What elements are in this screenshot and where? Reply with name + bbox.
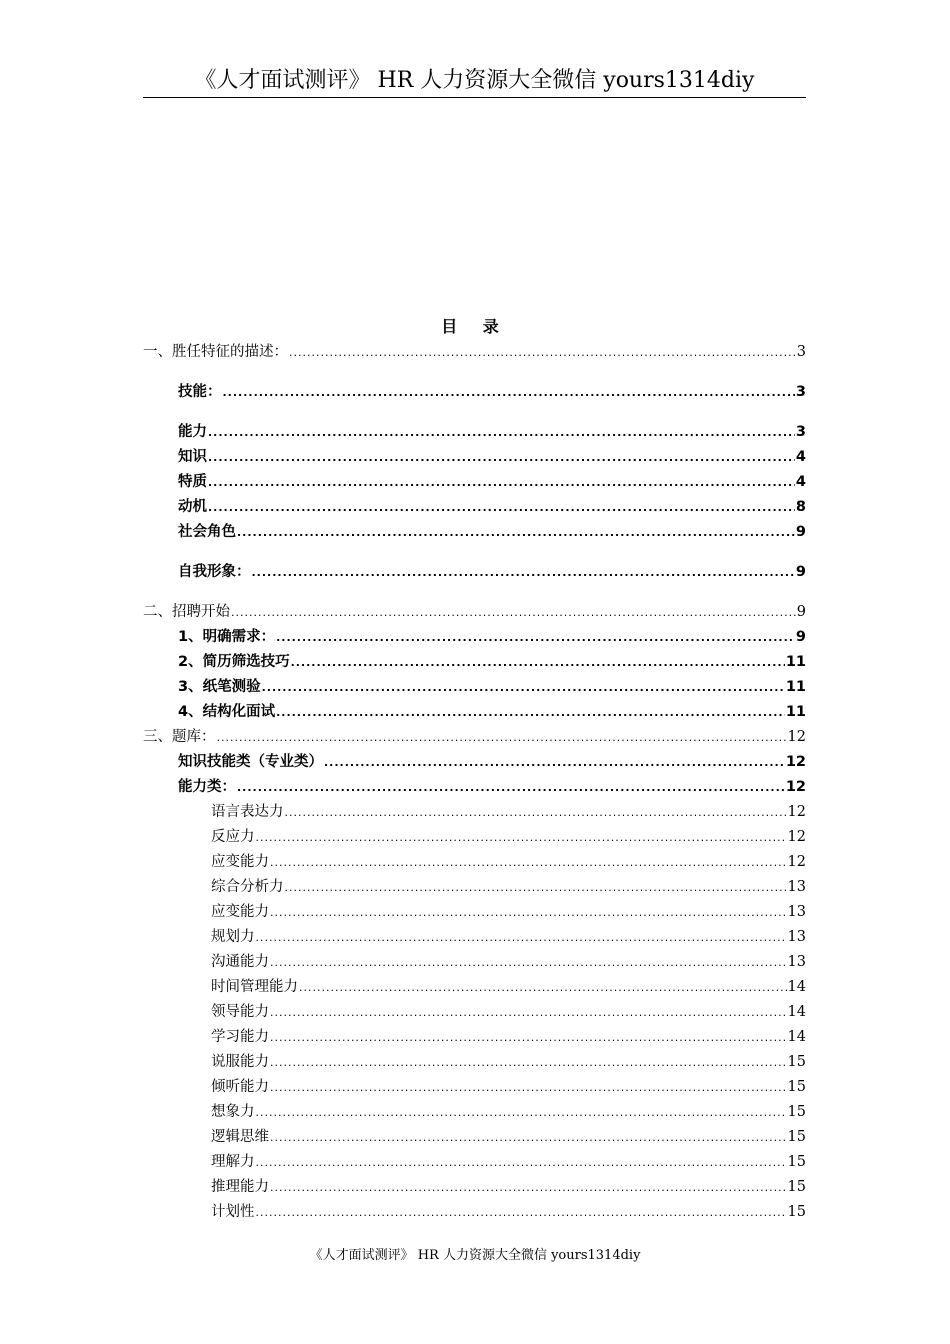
toc-entry[interactable] bbox=[143, 875, 806, 900]
toc-entry[interactable] bbox=[143, 495, 806, 520]
toc-entry-label: 说服能力 bbox=[211, 1054, 269, 1070]
toc-leader-dots bbox=[270, 900, 787, 925]
toc-entry-page: 14 bbox=[787, 1004, 806, 1020]
toc-entry-label: 1、明确需求： bbox=[178, 629, 276, 645]
toc-entry-page: 15 bbox=[787, 1079, 806, 1095]
toc-entry-page: 13 bbox=[787, 929, 806, 945]
toc-entry[interactable] bbox=[143, 600, 806, 625]
toc-leader-dots bbox=[270, 850, 787, 875]
toc-leader-dots bbox=[252, 560, 795, 585]
toc-leader-dots bbox=[262, 675, 785, 700]
toc-leader-dots bbox=[285, 875, 787, 900]
toc-entry-label: 能力类： bbox=[178, 779, 236, 795]
toc-entry-label: 领导能力 bbox=[211, 1004, 269, 1020]
toc-entry-label: 时间管理能力 bbox=[211, 979, 298, 995]
toc-entry-label: 社会角色 bbox=[178, 524, 236, 540]
toc-entry[interactable] bbox=[143, 750, 806, 775]
toc-entry[interactable] bbox=[143, 1200, 806, 1225]
toc-entry[interactable] bbox=[143, 1075, 806, 1100]
toc-leader-dots bbox=[208, 445, 795, 470]
toc-entry-page: 3 bbox=[796, 344, 806, 360]
toc-entry[interactable] bbox=[143, 340, 806, 365]
toc-entry[interactable] bbox=[143, 1100, 806, 1125]
toc-leader-dots bbox=[276, 700, 785, 725]
toc-entry-label: 想象力 bbox=[211, 1104, 255, 1120]
toc-leader-dots bbox=[237, 520, 795, 545]
toc-entry-label: 动机 bbox=[178, 499, 207, 515]
toc-entry-label: 综合分析力 bbox=[211, 879, 284, 895]
toc-entry-page: 15 bbox=[787, 1154, 806, 1170]
toc-entry-label: 计划性 bbox=[211, 1204, 255, 1220]
toc-entry-label: 二、招聘开始 bbox=[143, 604, 230, 620]
toc-entry[interactable] bbox=[143, 925, 806, 950]
toc-entry-page: 3 bbox=[795, 384, 806, 400]
toc-leader-dots bbox=[256, 1100, 787, 1125]
toc-entry-label: 倾听能力 bbox=[211, 1079, 269, 1095]
toc-entry-page: 15 bbox=[787, 1129, 806, 1145]
toc-leader-dots bbox=[208, 495, 795, 520]
toc-entry-label: 理解力 bbox=[211, 1154, 255, 1170]
toc-entry-label: 推理能力 bbox=[211, 1179, 269, 1195]
toc-entry[interactable] bbox=[143, 675, 806, 700]
toc-leader-dots bbox=[231, 600, 796, 625]
toc-entry-page: 12 bbox=[785, 779, 806, 795]
toc-leader-dots bbox=[285, 800, 787, 825]
toc-entry-label: 2、简历筛选技巧 bbox=[178, 654, 290, 670]
toc-entry-page: 13 bbox=[787, 954, 806, 970]
toc-entry-page: 15 bbox=[787, 1104, 806, 1120]
toc-entry-label: 反应力 bbox=[211, 829, 255, 845]
toc-entry[interactable] bbox=[143, 520, 806, 545]
toc-entry-page: 11 bbox=[785, 679, 806, 695]
toc-entry-label: 一、胜任特征的描述： bbox=[143, 344, 288, 360]
toc-entry[interactable] bbox=[143, 445, 806, 470]
toc-entry-page: 12 bbox=[787, 854, 806, 870]
toc-entry-page: 14 bbox=[787, 979, 806, 995]
toc-entry-label: 学习能力 bbox=[211, 1029, 269, 1045]
toc-entry[interactable] bbox=[143, 380, 806, 405]
toc-leader-dots bbox=[208, 420, 795, 445]
toc-entry[interactable] bbox=[143, 1150, 806, 1175]
toc-entry-page: 13 bbox=[787, 904, 806, 920]
toc-leader-dots bbox=[270, 950, 787, 975]
toc-leader-dots bbox=[324, 750, 785, 775]
toc-entry-page: 4 bbox=[795, 474, 806, 490]
toc-entry-label: 三、题库： bbox=[143, 729, 216, 745]
toc-leader-dots bbox=[276, 625, 795, 650]
toc-entry[interactable] bbox=[143, 560, 806, 585]
toc-leader-dots bbox=[217, 725, 787, 750]
toc-entry[interactable] bbox=[143, 825, 806, 850]
toc-entry[interactable] bbox=[143, 650, 806, 675]
toc-entry-label: 技能： bbox=[178, 384, 222, 400]
toc-entry-label: 语言表达力 bbox=[211, 804, 284, 820]
toc-entry-page: 15 bbox=[787, 1179, 806, 1195]
toc-leader-dots bbox=[256, 925, 787, 950]
toc-entry[interactable] bbox=[143, 900, 806, 925]
toc-entry-page: 4 bbox=[795, 449, 806, 465]
toc-entry-page: 11 bbox=[785, 704, 806, 720]
toc-entry[interactable] bbox=[143, 725, 806, 750]
toc-entry-label: 知识技能类（专业类） bbox=[178, 754, 323, 770]
toc-entry-label: 特质 bbox=[178, 474, 207, 490]
toc-entry-page: 11 bbox=[785, 654, 806, 670]
toc-leader-dots bbox=[256, 825, 787, 850]
toc-entry-page: 14 bbox=[787, 1029, 806, 1045]
toc-entry-label: 自我形象： bbox=[178, 564, 251, 580]
toc-entry-page: 12 bbox=[785, 754, 806, 770]
toc-leader-dots bbox=[270, 1025, 787, 1050]
toc-entry-label: 应变能力 bbox=[211, 854, 269, 870]
toc-entry-page: 3 bbox=[795, 424, 806, 440]
toc-leader-dots bbox=[270, 1075, 787, 1100]
toc-entry-label: 能力 bbox=[178, 424, 207, 440]
toc-entry-page: 9 bbox=[795, 524, 806, 540]
toc-entry[interactable] bbox=[143, 625, 806, 650]
toc-entry-label: 沟通能力 bbox=[211, 954, 269, 970]
toc-entry[interactable] bbox=[143, 975, 806, 1000]
toc-leader-dots bbox=[270, 1000, 787, 1025]
toc-leader-dots bbox=[270, 1125, 787, 1150]
toc-entry-label: 4、结构化面试 bbox=[178, 704, 276, 720]
toc-title: 目 录 bbox=[441, 317, 509, 336]
toc-entry-page: 9 bbox=[795, 564, 806, 580]
toc-leader-dots bbox=[223, 380, 795, 405]
toc-entry-page: 15 bbox=[787, 1054, 806, 1070]
toc-leader-dots bbox=[256, 1150, 787, 1175]
toc-entry-page: 8 bbox=[795, 499, 806, 515]
toc-entry-label: 3、纸笔测验 bbox=[178, 679, 261, 695]
toc-entry[interactable] bbox=[143, 775, 806, 800]
toc-leader-dots bbox=[237, 775, 785, 800]
toc-entry-page: 9 bbox=[796, 604, 806, 620]
page-footer: 《人才面试测评》 HR 人力资源大全微信 yours1314diy bbox=[309, 1248, 641, 1263]
toc-entry[interactable] bbox=[143, 1125, 806, 1150]
toc-entry[interactable] bbox=[143, 1025, 806, 1050]
toc-entry-page: 9 bbox=[795, 629, 806, 645]
toc-entry[interactable] bbox=[143, 1050, 806, 1075]
toc-entry[interactable] bbox=[143, 470, 806, 495]
toc-entry-page: 13 bbox=[787, 879, 806, 895]
toc-leader-dots bbox=[208, 470, 795, 495]
toc-entry[interactable] bbox=[143, 700, 806, 725]
toc-leader-dots bbox=[256, 1200, 787, 1225]
toc-entry-label: 规划力 bbox=[211, 929, 255, 945]
toc-leader-dots bbox=[270, 1175, 787, 1200]
toc-leader-dots bbox=[289, 340, 796, 365]
toc-entry-page: 15 bbox=[787, 1204, 806, 1220]
page-header: 《人才面试测评》 HR 人力资源大全微信 yours1314diy bbox=[143, 66, 806, 98]
table-of-contents bbox=[143, 340, 806, 1225]
toc-leader-dots bbox=[291, 650, 785, 675]
toc-entry[interactable] bbox=[143, 1000, 806, 1025]
toc-entry[interactable] bbox=[143, 800, 806, 825]
toc-entry-page: 12 bbox=[787, 804, 806, 820]
toc-entry[interactable] bbox=[143, 420, 806, 445]
toc-leader-dots bbox=[299, 975, 787, 1000]
toc-leader-dots bbox=[270, 1050, 787, 1075]
toc-entry-label: 知识 bbox=[178, 449, 207, 465]
toc-entry-label: 逻辑思维 bbox=[211, 1129, 269, 1145]
toc-entry[interactable] bbox=[143, 1175, 806, 1200]
toc-entry-page: 12 bbox=[787, 829, 806, 845]
toc-entry[interactable] bbox=[143, 950, 806, 975]
toc-entry[interactable] bbox=[143, 850, 806, 875]
toc-entry-page: 12 bbox=[787, 729, 806, 745]
toc-entry-label: 应变能力 bbox=[211, 904, 269, 920]
